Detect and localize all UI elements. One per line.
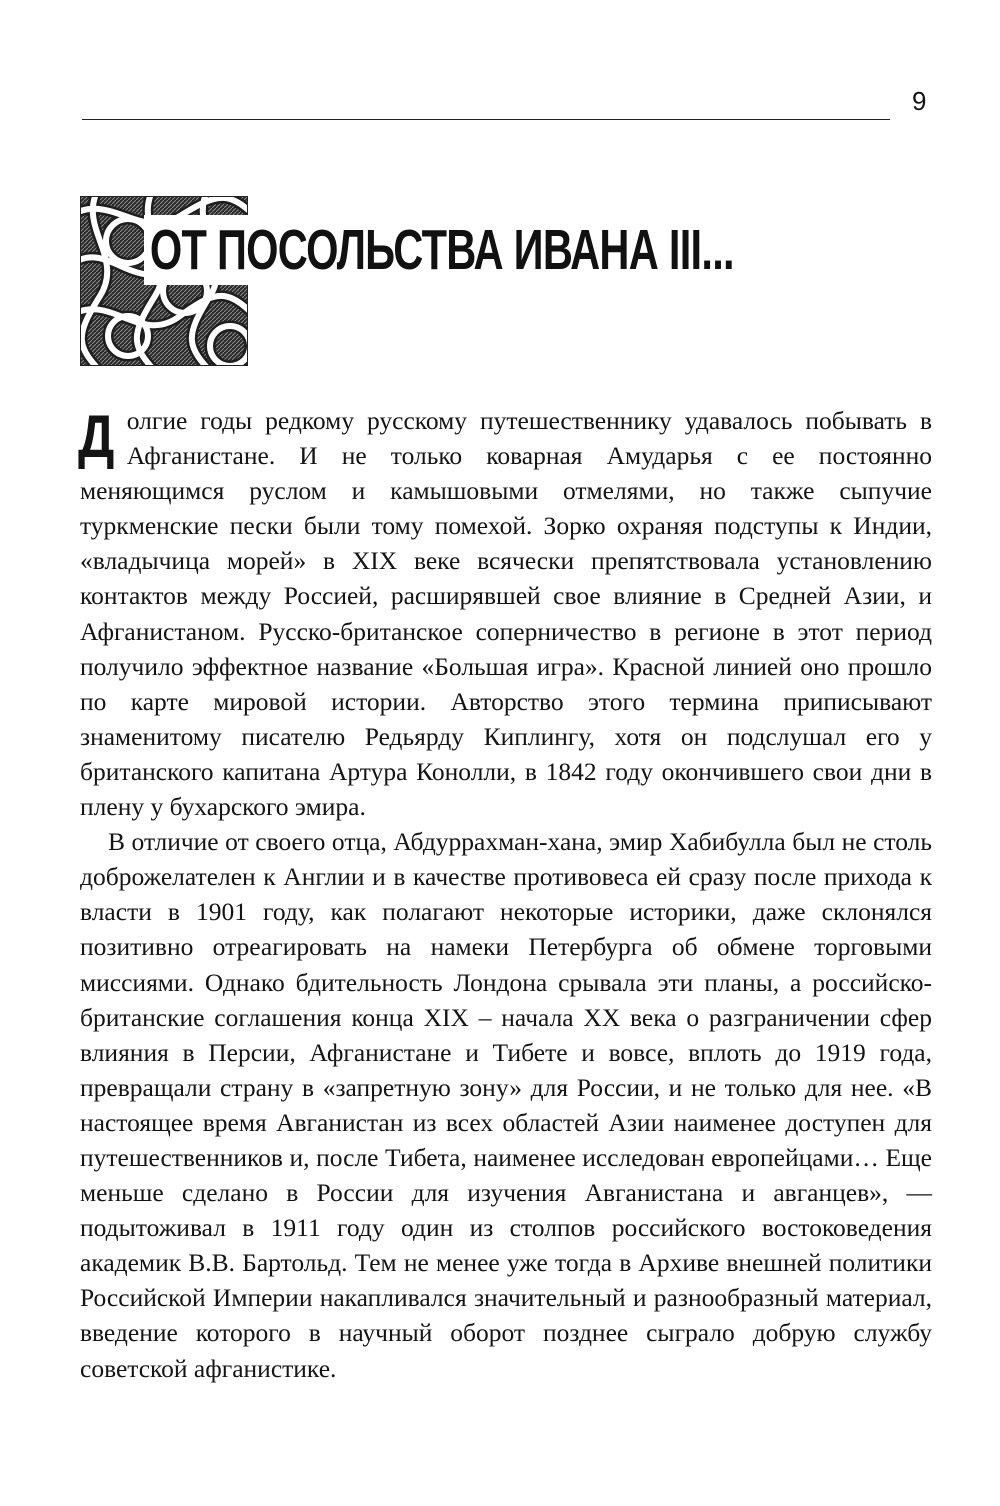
- paragraph-2: В отличие от своего отца, Абдуррахман-хана, эмир Хабибулла был не столь доброжелателен к Англии и в качестве противовеса ей сразу после прихода к власти в 1901 году, как полагают некоторые историки, даже склонялся позитивно отреагировать на намеки Петербурга об обмене торговыми миссиями. Однако бдительность Лондона срывала эти планы, а российско-британские соглашения конца XIX – начала XX века о разграничении сфер влияния в Персии, Афганистане и Тибете и вовсе, вплоть до 1919 года, превращали страну в «запретную зону» для России, и не только для нее. «В настоящее время Авганистан из всех областей Азии наименее доступен для путешественников и, после Тибета, наименее исследован европейцами… Еще меньше сделано в России для изучения Авганистана и авганцев», — подытоживал в 1911 году один из столпов российского востоковедения академик В.В. Бартольд. Тем не менее уже тогда в Архиве внешней политики Российской Империи накапливался значительный и разнообразный материал, введение которого в научный оборот позднее сыграло добрую службу советской афганистике.: [80, 827, 932, 1383]
- paragraph-1-text: олгие годы редкому русскому путешественнику удавалось побывать в Афганистане. И не только коварная Амударья с ее постоянно меняющимся руслом и камышовыми отмелями, но также сыпучие туркменские пески были тому помехой. Зорко охраняя подступы к Индии, «владычица морей» в XIX веке всячески препятствовала установлению контактов между Россией, расширявшей свое влияние в Средней Азии, и Афганистаном. Русско-британское соперничество в регионе в этот период получило эффектное название «Большая игра». Красной линией оно прошло по карте мировой истории. Авторство этого термина приписывают знаменитому писателю Редьярду Киплингу, хотя он подслушал его у британского капитана Артура Конолли, в 1842 году окончившего свои дни в плену у бухарского эмира.: [80, 406, 932, 822]
- body-text: [80, 403, 932, 1386]
- page-number: 9: [912, 86, 927, 116]
- header-rule: [82, 119, 890, 120]
- drop-cap: Д: [78, 403, 115, 470]
- paragraph-1: [80, 403, 932, 824]
- chapter-title: ОТ ПОСОЛЬСТВА ИВАНА III...: [144, 215, 738, 285]
